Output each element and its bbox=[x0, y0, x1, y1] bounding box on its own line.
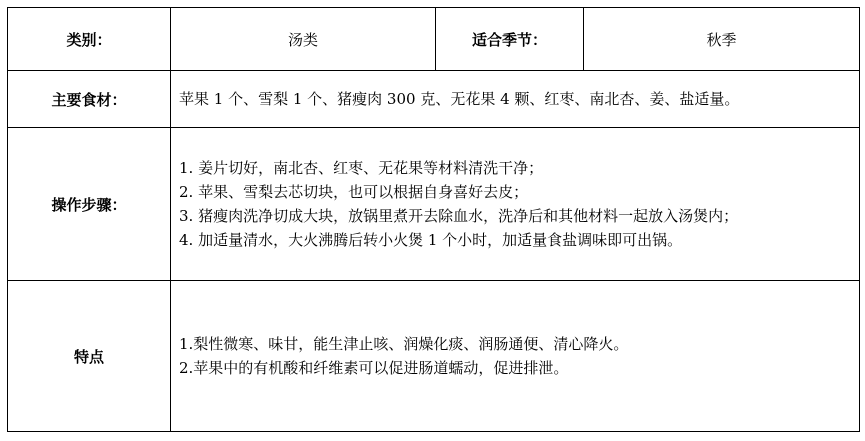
features-cell bbox=[171, 281, 860, 432]
season-label: 适合季节： bbox=[436, 8, 584, 71]
category-label: 类别： bbox=[8, 8, 171, 71]
steps-cell bbox=[171, 128, 860, 281]
steps-row bbox=[8, 128, 860, 281]
steps-label: 操作步骤： bbox=[8, 128, 171, 281]
ingredients-value: 苹果 1 个、雪梨 1 个、猪瘦肉 300 克、无花果 4 颗、红枣、南北杏、姜、盐适量。 bbox=[171, 71, 860, 128]
recipe-table bbox=[7, 7, 860, 432]
category-row bbox=[8, 8, 860, 71]
ingredients-row bbox=[8, 71, 860, 128]
step-item: 3. 猪瘦肉洗净切成大块，放锅里煮开去除血水，洗净后和其他材料一起放入汤煲内； bbox=[179, 207, 739, 225]
season-value: 秋季 bbox=[584, 8, 860, 71]
step-item: 1. 姜片切好，南北杏、红枣、无花果等材料清洗干净； bbox=[179, 159, 544, 177]
features-label: 特点 bbox=[8, 281, 171, 432]
category-value: 汤类 bbox=[171, 8, 436, 71]
features-row bbox=[8, 281, 860, 432]
step-item: 4. 加适量清水，大火沸腾后转小火煲 1 个小时，加适量食盐调味即可出锅。 bbox=[179, 231, 683, 249]
feature-item: 1.梨性微寒、味甘，能生津止咳、润燥化痰、润肠通便、清心降火。 bbox=[179, 335, 629, 353]
ingredients-label: 主要食材： bbox=[8, 71, 171, 128]
feature-item: 2.苹果中的有机酸和纤维素可以促进肠道蠕动，促进排泄。 bbox=[179, 359, 569, 377]
step-item: 2. 苹果、雪梨去芯切块，也可以根据自身喜好去皮； bbox=[179, 183, 529, 201]
